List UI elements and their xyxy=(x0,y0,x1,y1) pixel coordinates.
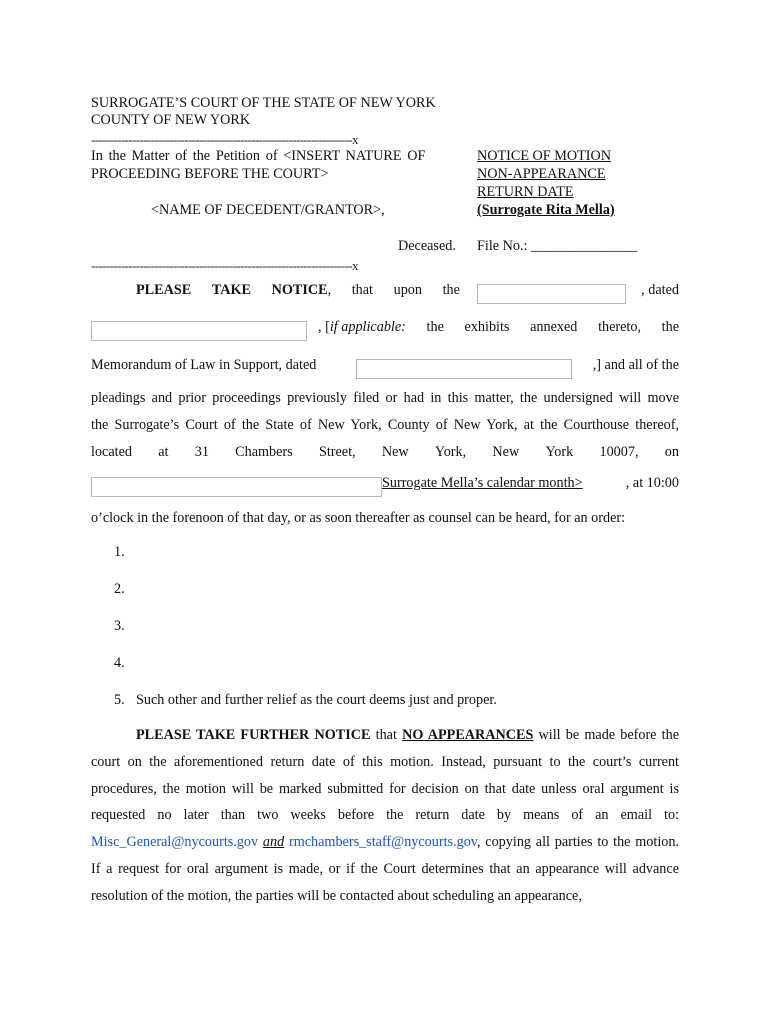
notice-title: NOTICE OF MOTION xyxy=(477,148,611,164)
caption-rule-bottom: ----------------------------------------------------------------------x xyxy=(91,258,358,273)
word: that xyxy=(351,282,373,298)
matter-text: In the Matter of the Petition of <INSERT NATURE OF xyxy=(91,148,426,164)
list-item-5: Such other and further relief as the court deems just and proper. xyxy=(136,692,497,708)
no-appearances-label: NO APPEARANCES xyxy=(402,727,534,743)
and-label: and xyxy=(262,834,285,851)
word: on xyxy=(664,444,679,460)
chambers-email-link[interactable]: rmchambers_staff@nycourts.gov xyxy=(288,834,477,851)
decedent-name: <NAME OF DECEDENT/GRANTOR>, xyxy=(151,202,385,218)
word: thereto, xyxy=(598,319,641,335)
deceased-label: Deceased. xyxy=(398,238,456,254)
word: NOTICE, xyxy=(271,282,332,298)
county-name: COUNTY OF NEW YORK xyxy=(91,112,251,128)
list-number-5: 5. xyxy=(114,692,125,708)
all-of-the-label: ,] and all of the xyxy=(592,357,679,373)
list-number-1: 1. xyxy=(114,544,125,560)
word: York, xyxy=(434,444,467,460)
body-line-4: pleadings and prior proceedings previously filed or had in this matter, the undersigned will move xyxy=(91,390,679,406)
file-number: File No.: _______________ xyxy=(477,238,638,254)
time-text: , at 10:00 xyxy=(625,475,679,491)
word: Street, xyxy=(318,444,356,460)
word: located xyxy=(91,444,132,460)
word: the xyxy=(442,282,460,298)
word: at xyxy=(158,444,169,460)
word: annexed xyxy=(530,319,578,335)
exhibits-field[interactable] xyxy=(91,321,307,341)
word: upon xyxy=(393,282,422,298)
misc-general-email-link[interactable]: Misc_General@nycourts.gov xyxy=(91,834,259,851)
list-number-3: 3. xyxy=(114,618,125,634)
return-date-field[interactable] xyxy=(91,477,382,497)
body-line-8: o’clock in the forenoon of that day, or as soon thereafter as counsel can be heard, for an order: xyxy=(91,510,626,526)
memorandum-label: Memorandum of Law in Support, dated xyxy=(91,357,317,373)
word: the xyxy=(426,319,444,335)
word: the xyxy=(661,319,679,335)
matter-line-1 xyxy=(91,148,459,165)
judge-label: (Surrogate Rita Mella) xyxy=(477,202,615,218)
exhibits-line xyxy=(318,319,679,336)
courthouse-address xyxy=(91,444,679,461)
word: TAKE xyxy=(211,282,251,298)
word: New xyxy=(492,444,520,460)
memorandum-date-field[interactable] xyxy=(356,359,572,379)
body-line-5: the Surrogate’s Court of the State of New York, County of New York, at the Courthouse thereof, xyxy=(91,417,679,433)
further-text-2: , copying all parties to the motion. If a request for oral argument is made, or if the Court determines that an appearance will advance resolution of the motion, the parties will be contacted about scheduling an appearance, xyxy=(91,834,680,904)
dated-label: , dated xyxy=(641,282,679,298)
bracket-text: , [if applicable: xyxy=(318,319,406,335)
matter-line-2: PROCEEDING BEFORE THE COURT> xyxy=(91,166,329,182)
word: PLEASE xyxy=(136,282,192,298)
calendar-month-text: Surrogate Mella’s calendar month> xyxy=(382,475,583,491)
word: exhibits xyxy=(464,319,510,335)
word: 31 xyxy=(194,444,209,460)
further-notice-paragraph: PLEASE TAKE FURTHER NOTICE that NO APPEARANCES will be made before the court on the aforementioned return date of this motion. Instead, pursuant to the court’s current procedures, the motion will be marked submitted for decision on that date unless oral argument is requested no later than two weeks before the return date by means of an email to: Misc_General@nycourts.gov and rmchambers_staff@nycourts.gov, copying all parties to the motion. If a request for oral argument is made, or if the Court determines that an appearance will advance resolution of the motion, the parties will be contacted about scheduling an appearance, xyxy=(91,727,680,904)
word: 10007, xyxy=(599,444,639,460)
notice-intro xyxy=(136,282,460,299)
court-name: SURROGATE’S COURT OF THE STATE OF NEW YORK xyxy=(91,95,436,111)
word: York xyxy=(545,444,574,460)
further-notice-lead: PLEASE TAKE FURTHER NOTICE xyxy=(136,727,371,743)
motion-date-field[interactable] xyxy=(477,284,626,304)
further-text-1: will be made before the court on the aforementioned return date of this motion. Instead, pursuant to the court’s current procedures, the motion will be marked submitted for decision on that date unless oral argument is requested no later than two weeks before the return date by means of an email to: xyxy=(91,727,679,824)
list-number-4: 4. xyxy=(114,655,125,671)
caption-rule-top: ----------------------------------------------------------------------x xyxy=(91,132,358,147)
word: Chambers xyxy=(235,444,293,460)
non-appearance-label: NON-APPEARANCE xyxy=(477,166,606,182)
word: New xyxy=(381,444,409,460)
list-number-2: 2. xyxy=(114,581,125,597)
return-date-label: RETURN DATE xyxy=(477,184,574,200)
